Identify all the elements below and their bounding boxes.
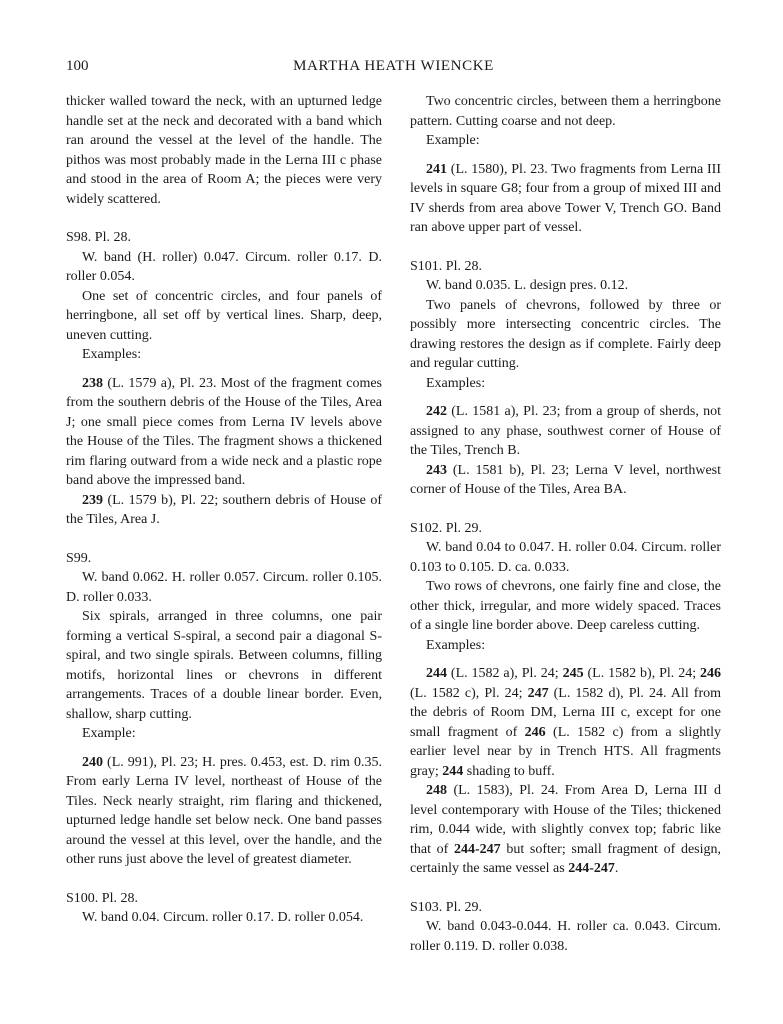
- left-column: [66, 92, 382, 928]
- s100-description: Two concentric circles, between them a herringbone pattern. Cutting coarse and not deep.: [410, 94, 721, 129]
- s99-dimensions: W. band 0.062. H. roller 0.057. Circum. roller 0.105. D. roller 0.033.: [66, 570, 382, 605]
- catalog-number: 246: [700, 666, 721, 681]
- example-238: [66, 374, 382, 491]
- s98-examples-label: Examples:: [82, 347, 142, 362]
- catalog-number: 248: [426, 783, 447, 798]
- example-text: (L. 1579 a), Pl. 23. Most of the fragment comes from the southern debris of the House of the Tiles, Area J; one small piece comes from Lerna IV levels above the House of the Tiles. The fragment shows a thickened rim flaring outward from a wide neck and a plastic rope band above the impressed band.: [66, 375, 382, 488]
- s98-heading: S98. Pl. 28.: [66, 230, 131, 245]
- example-text: (L. 1582 c) from a slightly earlier level near by in Trench HTS. All fragments gray;: [410, 724, 721, 779]
- example-239: [66, 491, 382, 530]
- s100-dimensions: W. band 0.04. Circum. roller 0.17. D. roller 0.054.: [82, 910, 364, 925]
- example-241: [410, 160, 721, 238]
- examples-244-247: [410, 664, 721, 781]
- example-240: [66, 753, 382, 870]
- catalog-number: 246: [524, 724, 546, 740]
- right-column: [410, 92, 721, 956]
- example-text: (L. 1582 a), Pl. 24;: [447, 666, 563, 681]
- example-248: [410, 781, 721, 879]
- example-243: [410, 461, 721, 500]
- catalog-number: 244: [442, 763, 464, 779]
- s100-example-label: Example:: [426, 133, 480, 148]
- s102-heading: S102. Pl. 29.: [410, 520, 482, 536]
- catalog-number: 241: [426, 161, 447, 177]
- s101-heading: S101. Pl. 28.: [410, 258, 482, 274]
- s99-description: Six spirals, arranged in three columns, one pair forming a vertical S-spiral, a second pair a diagonal S-spiral, and two single spirals. Between columns, filling motifs, horizontal lines or chevrons in different arrangements. Traces of a double linear border. Even, shallow, sharp cutting.: [66, 609, 382, 722]
- s102-examples-label: Examples:: [426, 637, 486, 653]
- example-text: (L. 991), Pl. 23; H. pres. 0.453, est. D. rim 0.35. From early Lerna IV level, northeast of House of the Tiles. Neck nearly straight, rim flaring and thickened, upturned ledge handle set below neck. One band passes around the vessel at this level, over the handle, and the other runs just above the level of greatest diameter.: [66, 754, 382, 867]
- s98-description: One set of concentric circles, and four panels of herringbone, all set off by vertical lines. Sharp, deep, uneven cutting.: [66, 288, 382, 343]
- example-text: (L. 1581 a), Pl. 23; from a group of sherds, not assigned to any phase, southwest corner of House of the Tiles, Trench B.: [410, 404, 721, 458]
- example-text: (L. 1582 b), Pl. 24;: [583, 666, 700, 681]
- s101-examples-label: Examples:: [426, 375, 486, 391]
- running-head: MARTHA HEATH WIENCKE: [293, 58, 494, 74]
- example-text: (L. 1582 c), Pl. 24;: [410, 685, 528, 701]
- example-text: (L. 1582 d), Pl. 24. All from the debris of Room DM, Lerna III c, except for one small fragment of: [410, 685, 722, 740]
- s101-dimensions: W. band 0.035. L. design pres. 0.12.: [426, 278, 629, 293]
- s102-dimensions: W. band 0.04 to 0.047. H. roller 0.04. Circum. roller 0.103 to 0.105. D. ca. 0.033.: [410, 540, 721, 575]
- s99-heading: S99.: [66, 550, 92, 566]
- example-text: (L. 1580), Pl. 23. Two fragments from Lerna III levels in square G8; four from a group of mixed III and IV sherds from area above Tower V, Trench GO. Band ran above upper part of vessel.: [410, 161, 721, 235]
- s98-dimensions: W. band (H. roller) 0.047. Circum. roller 0.17. D. roller 0.054.: [66, 249, 382, 284]
- s101-description: Two panels of chevrons, followed by three or possibly more intersecting concentric circles. The drawing restores the design as if complete. Fairly deep and regular cutting.: [410, 297, 721, 371]
- catalog-number: 244: [426, 666, 447, 681]
- catalog-number: 247: [527, 685, 549, 701]
- example-text: but softer; small fragment of design, certainly the same vessel as: [410, 841, 721, 876]
- continued-paragraph: thicker walled toward the neck, with an upturned ledge handle set at the neck and decorated with a band which ran around the vessel at the level of the handle. The pithos was most probably made in the Lerna III c phase and stood in the area of Room A; the pieces were very widely scattered.: [66, 94, 382, 207]
- page-header: [66, 58, 721, 80]
- example-text: (L. 1583), Pl. 24. From Area D, Lerna III d level contemporary with House of the Tiles; thickened rim, 0.044 wide, with slightly convex top; fabric like that of: [410, 783, 721, 857]
- catalog-number: 242: [426, 404, 447, 419]
- catalog-number: 243: [426, 462, 447, 478]
- catalog-reference: 244-247: [568, 861, 615, 876]
- catalog-reference: 244-247: [454, 841, 501, 857]
- catalog-number: 238: [82, 375, 103, 391]
- s102-description: Two rows of chevrons, one fairly fine and close, the other thick, irregular, and more widely spaced. Traces of a single line border above. Deep careless cutting.: [410, 579, 721, 633]
- catalog-number: 239: [82, 492, 103, 508]
- s103-dimensions: W. band 0.043-0.044. H. roller ca. 0.043. Circum. roller 0.119. D. roller 0.038.: [410, 919, 721, 954]
- example-text: shading to buff.: [463, 763, 555, 779]
- s103-heading: S103. Pl. 29.: [410, 899, 482, 915]
- catalog-number: 245: [562, 666, 584, 681]
- example-text: (L. 1581 b), Pl. 23; Lerna V level, northwest corner of House of the Tiles, Area BA.: [410, 462, 721, 497]
- example-242: [410, 402, 721, 461]
- s100-heading: S100. Pl. 28.: [66, 890, 138, 906]
- page-number: 100: [66, 58, 89, 74]
- example-text: (L. 1579 b), Pl. 22; southern debris of House of the Tiles, Area J.: [66, 492, 382, 527]
- catalog-number: 240: [82, 754, 103, 770]
- s99-example-label: Example:: [82, 726, 136, 741]
- example-text: .: [614, 861, 619, 876]
